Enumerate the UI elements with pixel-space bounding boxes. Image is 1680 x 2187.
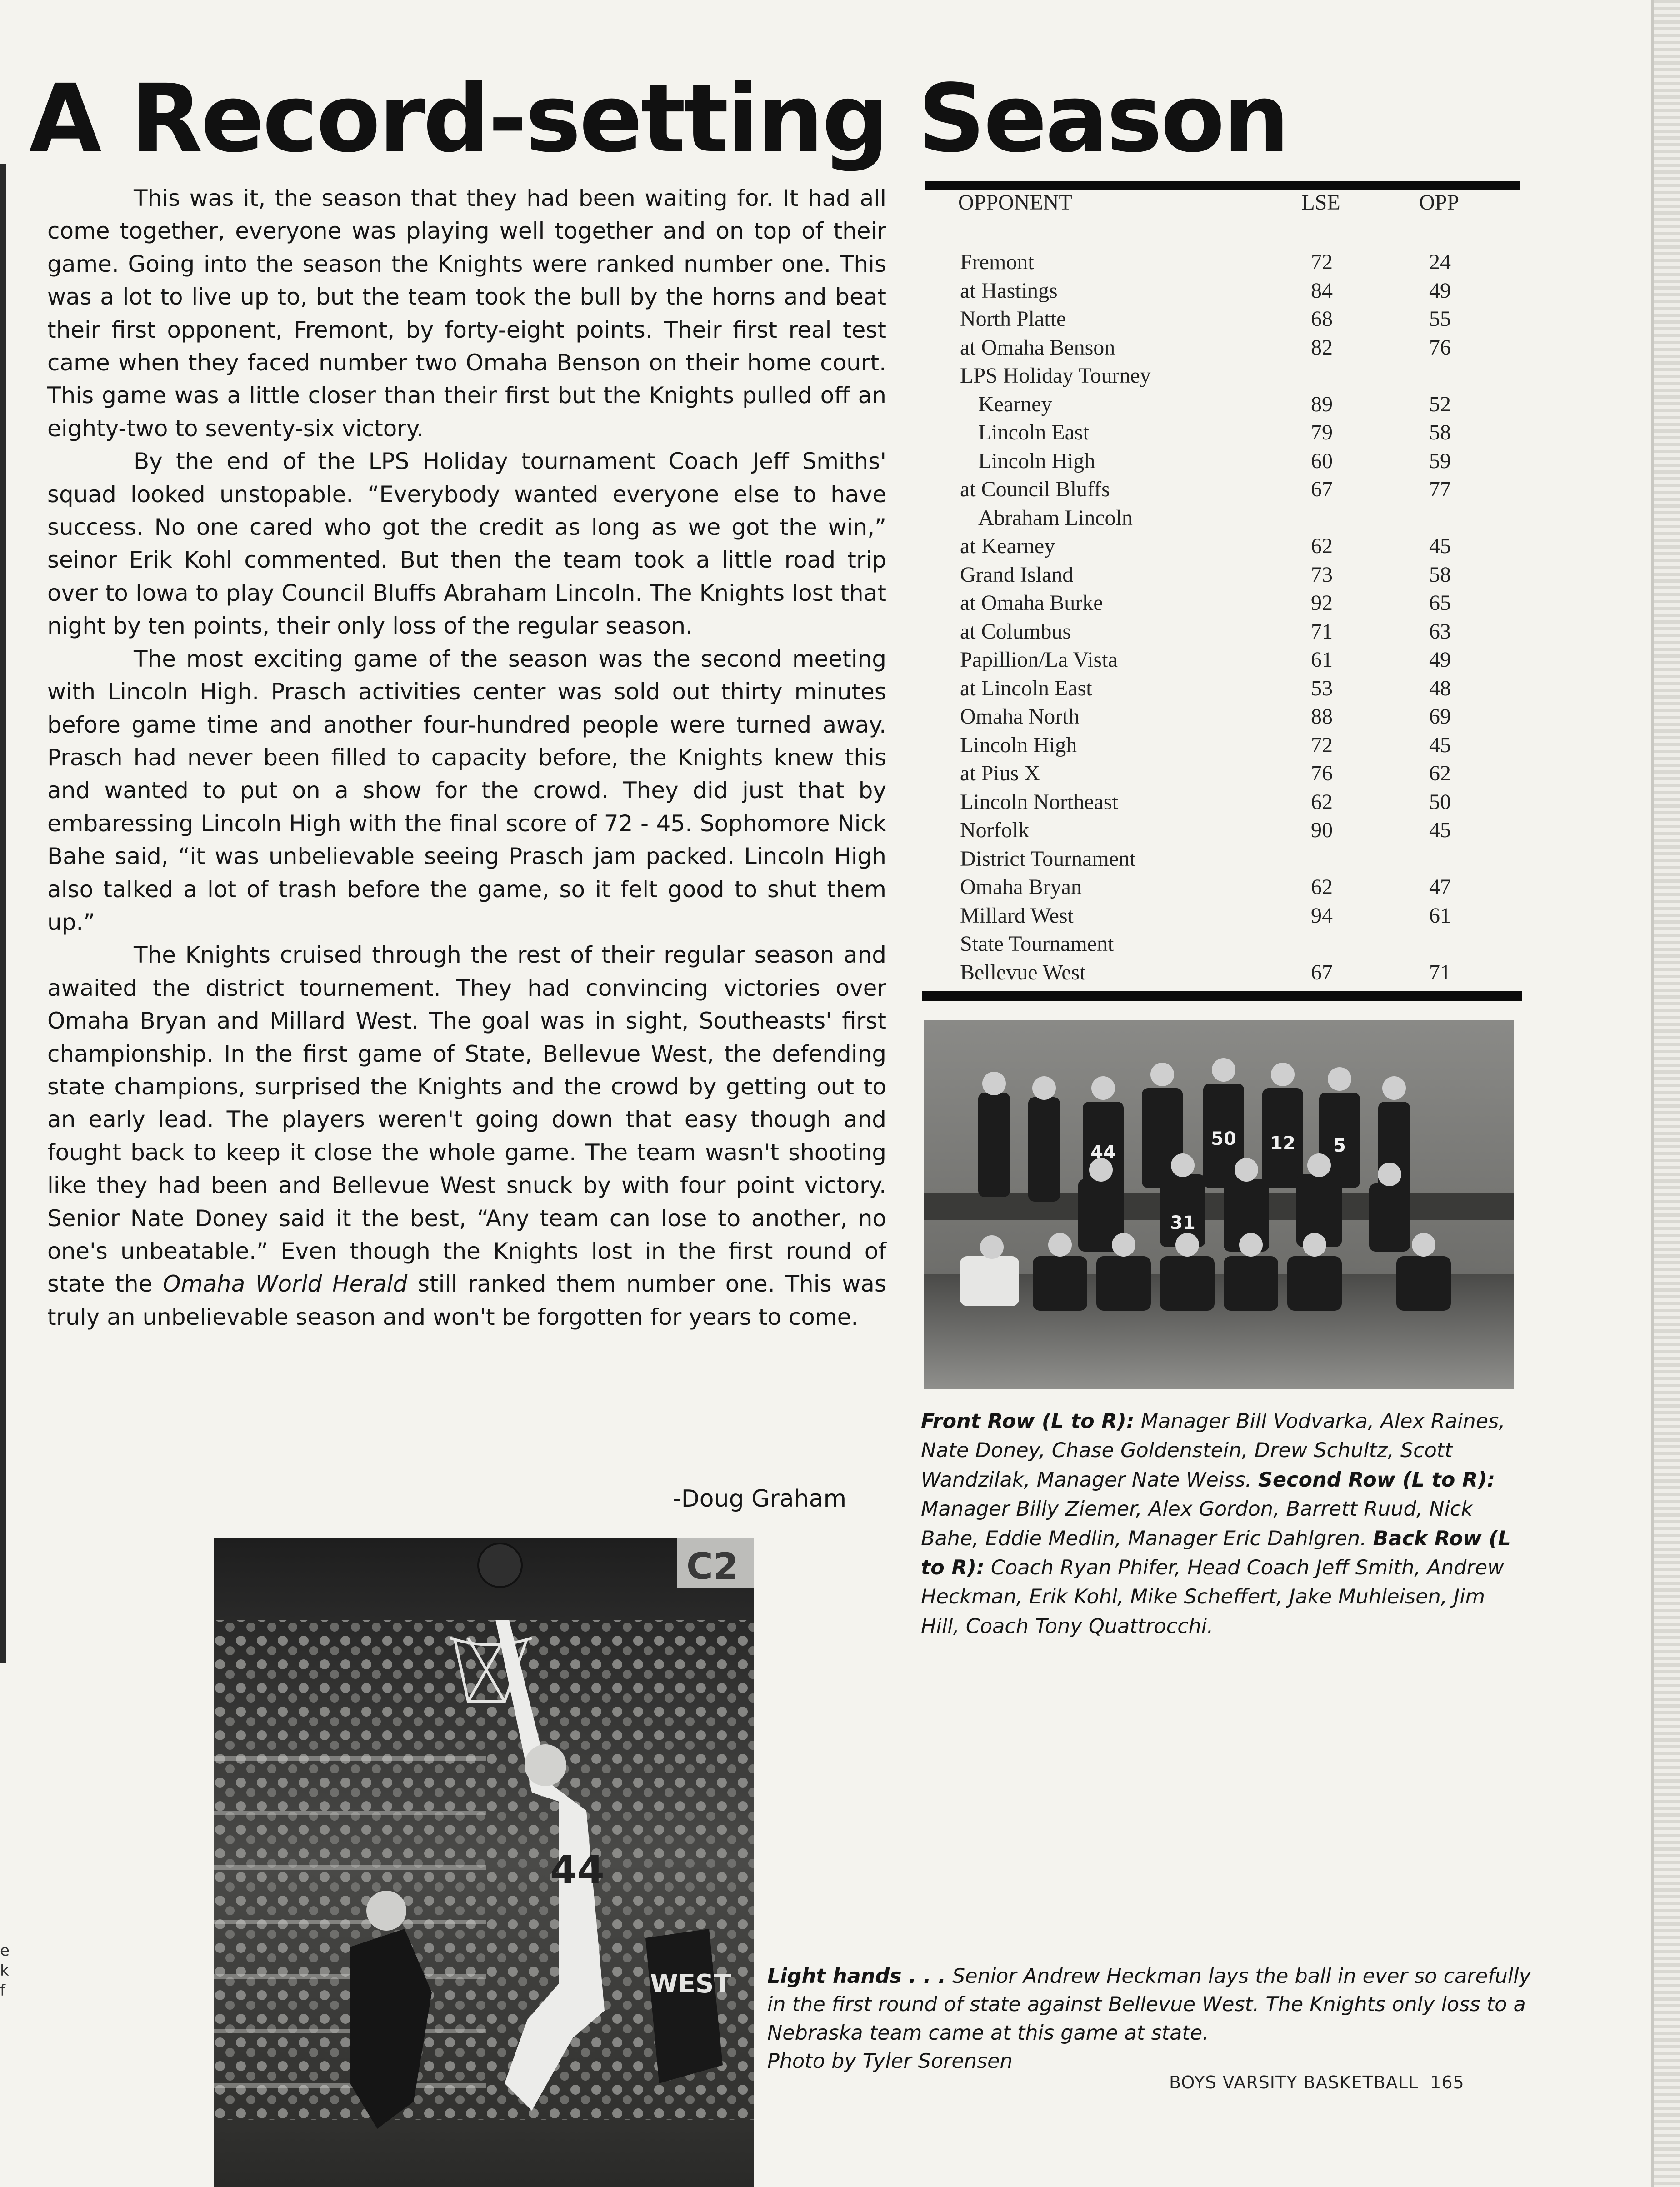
caption-text: Senior Andrew Heckman lays the ball in ever so carefully in the first round of state against Bellevue West. The Knights only loss to a Nebraska team came at this game at state. <box>767 1965 1531 2045</box>
opponent-cell: District Tournament <box>960 846 1136 871</box>
opp-score-cell: 48 <box>1429 676 1451 700</box>
header-lse: LSE <box>1301 190 1340 215</box>
opponent-cell: Lincoln East <box>978 420 1089 444</box>
schedule-row <box>925 816 1520 845</box>
caption-label: Front Row (L to R): <box>921 1410 1135 1433</box>
schedule-row <box>925 561 1520 589</box>
arena-sign-fragment: C2 <box>686 1545 739 1588</box>
section-name: BOYS VARSITY BASKETBALL <box>1169 2072 1419 2092</box>
schedule-row <box>925 589 1520 618</box>
page-number: 165 <box>1430 2072 1465 2092</box>
fragment-line: e <box>0 1942 10 1960</box>
opponent-cell: Millard West <box>960 903 1074 928</box>
table-header-row <box>925 190 1520 215</box>
fragment-line: k <box>0 1962 9 1980</box>
opp-score-cell: 62 <box>1429 761 1451 785</box>
opp-score-cell: 65 <box>1429 591 1451 615</box>
opponent-cell: Kearney <box>978 392 1052 416</box>
opponent-cell: at Omaha Benson <box>960 335 1115 360</box>
lse-score-cell: 60 <box>1311 449 1333 473</box>
opp-score-cell: 49 <box>1429 648 1451 672</box>
schedule-row <box>925 959 1520 987</box>
opponent-cell: Norfolk <box>960 818 1029 842</box>
opponent-cell: at Lincoln East <box>960 676 1092 700</box>
schedule-row <box>925 902 1520 930</box>
article-paragraph: By the end of the LPS Holiday tournament Coach Jeff Smiths' squad looked unstopable. “Everybody wanted everyone else to have success. No one cared who got the credit as long as we got the win,” seinor Erik Kohl commented. But then the team took a little road trip over to Iowa to play Council Bluffs Abraham Lincoln. The Knights lost that night by ten points, their only loss of the regular season. <box>47 448 886 639</box>
opponent-cell: Lincoln High <box>978 449 1095 473</box>
schedule-row <box>925 731 1520 760</box>
facing-page-fragment <box>0 1941 14 2001</box>
opponent-cell: Bellevue West <box>960 960 1086 984</box>
table-bottom-rule <box>922 991 1522 1001</box>
opponent-cell: Abraham Lincoln <box>978 505 1133 530</box>
lse-score-cell: 67 <box>1311 960 1333 984</box>
opp-score-cell: 58 <box>1429 562 1451 587</box>
opp-score-cell <box>1385 930 1495 959</box>
action-photo <box>214 1538 754 2187</box>
opp-score-cell: 50 <box>1429 789 1451 814</box>
jersey-number: 44 <box>1090 1142 1116 1163</box>
jersey-number: 12 <box>1270 1133 1295 1154</box>
table-top-rule <box>925 181 1520 190</box>
player-jersey-number: 44 <box>550 1847 605 1893</box>
opponent-cell: at Council Bluffs <box>960 477 1110 501</box>
opp-score-cell: 59 <box>1429 449 1451 473</box>
opponent-cell: LPS Holiday Tourney <box>960 364 1151 388</box>
opp-score-cell: 24 <box>1429 250 1451 274</box>
opponent-cell: at Kearney <box>960 534 1055 558</box>
schedule-row <box>925 305 1520 334</box>
lse-score-cell: 90 <box>1311 818 1333 842</box>
opponent-cell: at Omaha Burke <box>960 591 1103 615</box>
opponent-cell: at Hastings <box>960 278 1058 303</box>
schedule-row <box>925 759 1520 788</box>
lse-score-cell: 67 <box>1311 477 1333 501</box>
opponent-cell: at Columbus <box>960 619 1071 644</box>
schedule-row <box>925 873 1520 902</box>
schedule-row <box>925 504 1520 533</box>
caption-text: Manager Bill Vodvarka, Alex Raines, Nate Doney, Chase Goldenstein, Drew Schultz, Scott Wandzilak, Manager Nate Weiss. <box>921 1410 1505 1492</box>
schedule-row <box>925 475 1520 504</box>
fragment-line: f <box>0 1982 5 2000</box>
lse-score-cell: 79 <box>1311 420 1333 444</box>
header-opp: OPP <box>1419 190 1460 215</box>
team-photo-image <box>924 1020 1514 1389</box>
opp-score-cell <box>1385 362 1495 390</box>
table-body <box>925 248 1520 987</box>
lse-score-cell: 71 <box>1311 619 1333 644</box>
schedule-row <box>925 788 1520 817</box>
jersey-number: 50 <box>1211 1128 1236 1149</box>
opp-score-cell: 58 <box>1429 420 1451 444</box>
opp-score-cell: 52 <box>1429 392 1451 416</box>
opponent-cell: Fremont <box>960 250 1034 274</box>
book-spine-edge <box>1651 0 1680 2187</box>
lse-score-cell <box>1276 845 1367 874</box>
jersey-number: 5 <box>1333 1135 1346 1156</box>
opp-score-cell: 55 <box>1429 307 1451 331</box>
lse-score-cell: 76 <box>1311 761 1333 785</box>
opponent-cell: Lincoln High <box>960 733 1077 757</box>
opponent-cell: Omaha North <box>960 704 1080 729</box>
jersey-number: 31 <box>1170 1213 1195 1233</box>
lse-score-cell <box>1276 362 1367 390</box>
lse-score-cell <box>1276 504 1367 533</box>
opponent-cell: Grand Island <box>960 562 1074 587</box>
schedule-row <box>925 618 1520 646</box>
team-photo <box>924 1020 1514 1389</box>
opp-score-cell: 45 <box>1429 534 1451 558</box>
schedule-row <box>925 447 1520 476</box>
photo-credit: Photo by Tyler Sorensen <box>767 2050 1013 2073</box>
opponent-cell: Papillion/La Vista <box>960 648 1118 672</box>
opp-score-cell: 49 <box>1429 278 1451 303</box>
schedule-row <box>925 362 1520 390</box>
caption-label: Back Row (L to R): <box>921 1527 1511 1580</box>
season-schedule-table <box>925 181 1520 987</box>
schedule-row <box>925 703 1520 731</box>
author-byline: -Doug Graham <box>673 1485 847 1513</box>
opponent-cell: State Tournament <box>960 932 1114 956</box>
opp-score-cell <box>1385 504 1495 533</box>
lse-score-cell: 62 <box>1311 534 1333 558</box>
opponent-cell: North Platte <box>960 307 1066 331</box>
opp-score-cell <box>1385 845 1495 874</box>
schedule-row <box>925 390 1520 419</box>
opp-score-cell: 76 <box>1429 335 1451 360</box>
lse-score-cell <box>1276 930 1367 959</box>
opp-score-cell: 45 <box>1429 733 1451 757</box>
lse-score-cell: 62 <box>1311 789 1333 814</box>
article-paragraph <box>47 939 886 1333</box>
caption-label: Light hands . . . <box>767 1965 946 1988</box>
article-text: still ranked them number one. This was truly an unbelievable season and won't be forgotten for years to come. <box>47 1271 886 1330</box>
schedule-row <box>925 845 1520 874</box>
opp-score-cell: 63 <box>1429 619 1451 644</box>
opp-score-cell: 71 <box>1429 960 1451 984</box>
caption-text: Coach Ryan Phifer, Head Coach Jeff Smith, Andrew Heckman, Erik Kohl, Mike Scheffert, Jake Muhleisen, Jim Hill, Coach Tony Quattrocchi. <box>921 1556 1504 1638</box>
schedule-row <box>925 646 1520 674</box>
article-text: The Knights cruised through the rest of their regular season and awaited the district tournement. They had convincing victories over Omaha Bryan and Millard West. The goal was in sight, Southeasts' first championship. In the first game of State, Bellevue West, the defending state champions, surprised the Knights and the crowd by getting out to an early lead. The players weren't going down that easy though and fought back to keep it close the whole game. The team wasn't shooting like they had been and Bellevue West snuck by with four point victory. Senior Nate Doney said it the best, “Any team can lose to another, no one's unbeatable.” Even though the Knights lost in the first round of state the <box>47 942 886 1298</box>
schedule-row <box>925 248 1520 277</box>
schedule-row <box>925 532 1520 561</box>
lse-score-cell: 88 <box>1311 704 1333 729</box>
lse-score-cell: 53 <box>1311 676 1333 700</box>
page-footer <box>1169 2072 1515 2092</box>
opponent-jersey-text: WEST <box>650 1969 731 1999</box>
lse-score-cell: 82 <box>1311 335 1333 360</box>
newspaper-name: Omaha World Herald <box>163 1271 408 1298</box>
lse-score-cell: 84 <box>1311 278 1333 303</box>
scan-edge-shadow <box>0 164 6 1663</box>
opp-score-cell: 47 <box>1429 875 1451 899</box>
page-title: A Record-setting Season <box>29 64 1288 173</box>
schedule-row <box>925 674 1520 703</box>
opp-score-cell: 61 <box>1429 903 1451 928</box>
opponent-cell: at Pius X <box>960 761 1040 785</box>
lse-score-cell: 72 <box>1311 250 1333 274</box>
opp-score-cell: 45 <box>1429 818 1451 842</box>
action-photo-image <box>214 1538 754 2187</box>
action-photo-caption <box>767 1962 1549 2076</box>
lse-score-cell: 61 <box>1311 648 1333 672</box>
lse-score-cell: 72 <box>1311 733 1333 757</box>
schedule-row <box>925 419 1520 447</box>
lse-score-cell: 73 <box>1311 562 1333 587</box>
opp-score-cell: 69 <box>1429 704 1451 729</box>
schedule-row <box>925 277 1520 305</box>
lse-score-cell: 89 <box>1311 392 1333 416</box>
lse-score-cell: 62 <box>1311 875 1333 899</box>
header-opponent: OPPONENT <box>958 190 1072 215</box>
caption-text: Manager Billy Ziemer, Alex Gordon, Barrett Ruud, Nick Bahe, Eddie Medlin, Manager Eric Dahlgren. <box>921 1498 1473 1550</box>
article-paragraph: The most exciting game of the season was the second meeting with Lincoln High. Prasch activities center was sold out thirty minutes before game time and another four-hundred people were turned away. Prasch had never been filled to capacity before, the Knights knew this and wanted to put on a show for the crowd. They did just that by embaressing Lincoln High with the final score of 72 - 45. Sophomore Nick Bahe said, “it was unbelievable seeing Prasch jam packed. Lincoln High also talked a lot of trash before the game, so it felt good to shut them up.” <box>47 645 886 935</box>
opponent-cell: Lincoln Northeast <box>960 789 1118 814</box>
lse-score-cell: 94 <box>1311 903 1333 928</box>
schedule-row <box>925 334 1520 362</box>
lse-score-cell: 68 <box>1311 307 1333 331</box>
lse-score-cell: 92 <box>1311 591 1333 615</box>
opp-score-cell: 77 <box>1429 477 1451 501</box>
schedule-row <box>925 930 1520 959</box>
caption-label: Second Row (L to R): <box>1258 1468 1495 1492</box>
opponent-cell: Omaha Bryan <box>960 875 1082 899</box>
article-paragraph: This was it, the season that they had been waiting for. It had all come together, everyone was playing well together and on top of their game. Going into the season the Knights were ranked number one. This was a lot to live up to, but the team took the bull by the horns and beat their first opponent, Fremont, by forty-eight points. Their first real test came when they faced number two Omaha Benson on their home court. This game was a little closer than their first but the Knights pulled off an eighty-two to seventy-six victory. <box>47 185 886 442</box>
team-photo-caption <box>921 1407 1521 1641</box>
article-body <box>47 182 886 1333</box>
